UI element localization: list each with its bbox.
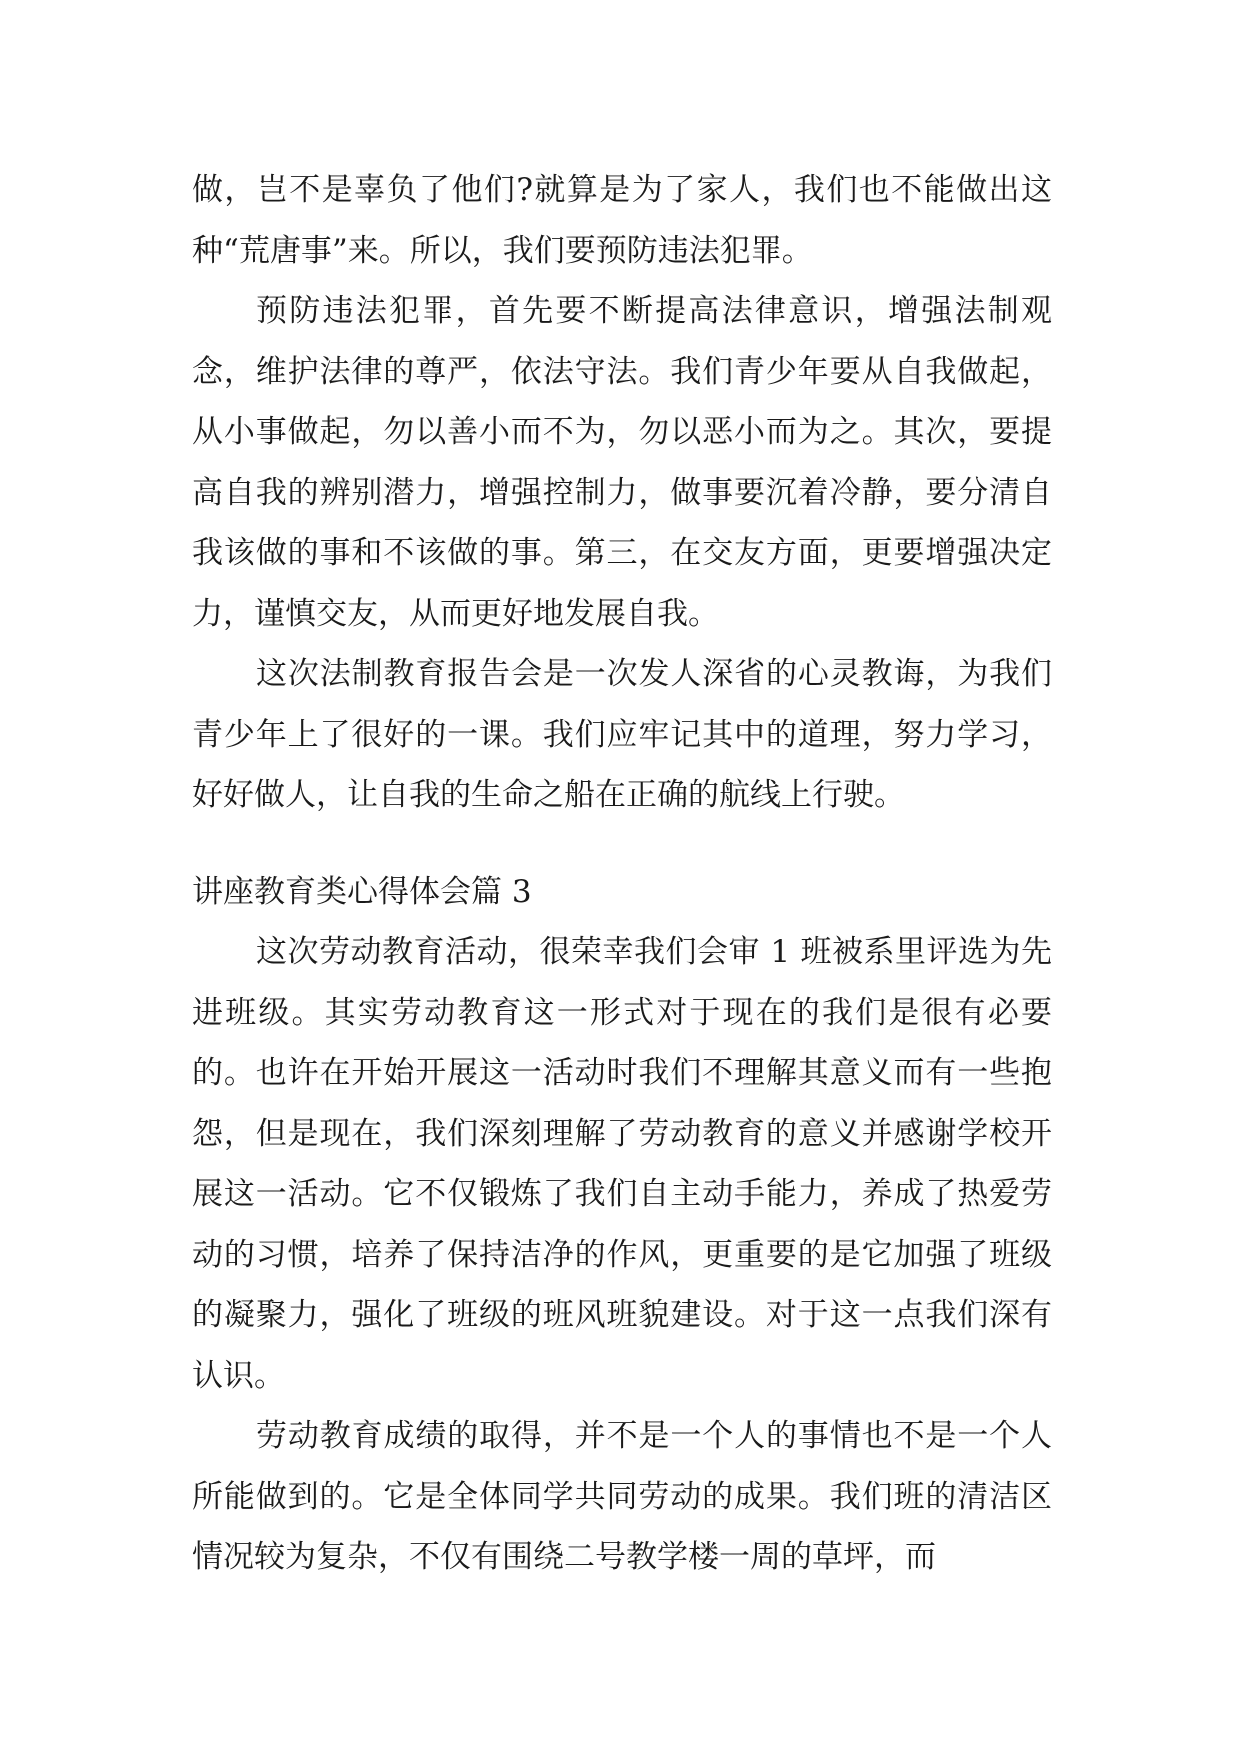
document-body bbox=[192, 160, 1052, 1588]
paragraph: 这次劳动教育活动，很荣幸我们会审 1 班被系里评选为先进班级。其实劳动教育这一形式对于现在的我们是很有必要的。也许在开始开展这一活动时我们不理解其意义而有一些抱怨，但是现在，我们深刻理解了劳动教育的意义并感谢学校开展这一活动。它不仅锻炼了我们自主动手能力，养成了热爱劳动的习惯，培养了保持洁净的作风，更重要的是它加强了班级的凝聚力，强化了班级的班风班貌建设。对于这一点我们深有认识。 bbox=[192, 934, 1052, 1394]
paragraph: 劳动教育成绩的取得，并不是一个人的事情也不是一个人所能做到的。它是全体同学共同劳动的成果。我们班的清洁区情况较为复杂，不仅有围绕二号教学楼一周的草坪，而 bbox=[192, 1418, 1052, 1575]
paragraph: 做，岂不是辜负了他们?就算是为了家人，我们也不能做出这种“荒唐事”来。所以，我们要预防违法犯罪。 bbox=[192, 172, 1052, 269]
paragraph: 这次法制教育报告会是一次发人深省的心灵教诲，为我们青少年上了很好的一课。我们应牢记其中的道理，努力学习，好好做人，让自我的生命之船在正确的航线上行驶。 bbox=[192, 656, 1052, 813]
section-heading: 讲座教育类心得体会篇 3 bbox=[192, 873, 532, 910]
paragraph: 预防违法犯罪，首先要不断提高法律意识，增强法制观念，维护法律的尊严，依法守法。我们青少年要从自我做起，从小事做起，勿以善小而不为，勿以恶小而为之。其次，要提高自我的辨别潜力，增强控制力，做事要沉着冷静，要分清自我该做的事和不该做的事。第三，在交友方面，更要增强决定力，谨慎交友，从而更好地发展自我。 bbox=[192, 293, 1052, 632]
